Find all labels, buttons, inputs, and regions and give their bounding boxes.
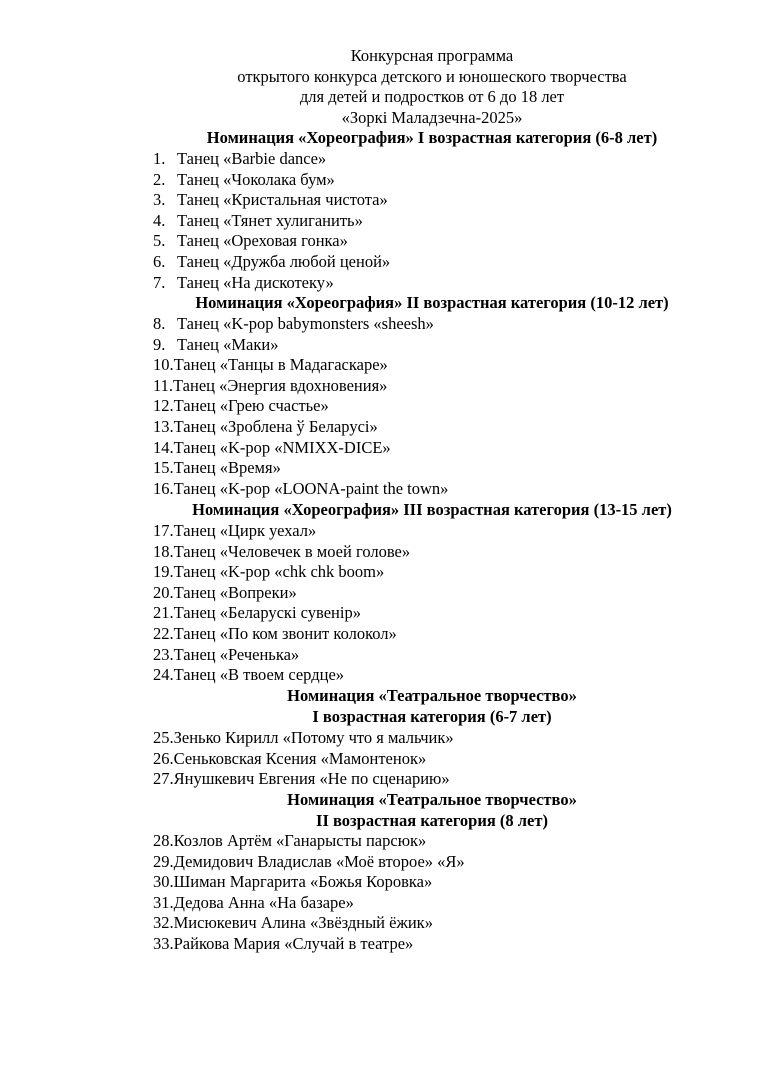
item-text: Танец «Маки» (177, 334, 279, 354)
list-item (153, 872, 465, 893)
item-text: Танец «Грею счастье» (173, 396, 329, 416)
document-header (0, 46, 764, 128)
list-item (153, 335, 448, 356)
item-text: Танец «Человечек в моей голове» (173, 541, 411, 561)
item-number: 10. (153, 355, 174, 375)
item-number: 25. (153, 728, 174, 747)
item-number: 27. (153, 769, 174, 789)
list-item (153, 603, 410, 624)
item-number: 22. (153, 623, 174, 643)
item-number: 9. (153, 334, 166, 354)
item-text: Танец «Время» (173, 458, 281, 478)
program-list (153, 831, 465, 955)
list-item (153, 542, 410, 563)
section-title: Номинация «Хореография» I возрастная категория (6-8 лет) (206, 128, 658, 147)
list-item (153, 769, 454, 790)
section-title: Номинация «Театральное творчество» (287, 790, 577, 809)
item-number: 14. (153, 437, 174, 457)
item-number: 20. (153, 582, 174, 602)
item-text: Танец «Энергия вдохновения» (173, 375, 388, 395)
item-number: 6. (153, 251, 166, 271)
item-number: 31. (153, 892, 174, 912)
header-title: Конкурсная программа (350, 46, 514, 65)
item-text: Танец «Тянет хулиганить» (177, 210, 363, 230)
section-title: Номинация «Театральное творчество» (287, 686, 577, 705)
header-age-range: для детей и подростков от 6 до 18 лет (299, 87, 565, 106)
item-text: Дедова Анна «На базаре» (173, 892, 354, 912)
item-text: Танец «Зроблена ў Беларусі» (173, 416, 378, 436)
item-text: Танец «Чоколака бум» (177, 169, 335, 189)
item-number: 18. (153, 541, 174, 561)
item-text: Шиман Маргарита «Божья Коровка» (173, 872, 433, 892)
list-item (153, 252, 390, 273)
item-text: Танец «В твоем сердце» (173, 665, 345, 685)
item-text: Танец «Цирк уехал» (173, 521, 317, 540)
item-number: 26. (153, 748, 174, 768)
list-item (153, 562, 410, 583)
item-text: Танец «По ком звонит колокол» (173, 623, 397, 643)
list-item (153, 190, 390, 211)
list-item (153, 438, 448, 459)
item-text: Танец «Ореховая гонка» (177, 231, 348, 251)
section-title: Номинация «Хореография» III возрастная категория (13-15 лет) (192, 500, 672, 519)
item-number: 32. (153, 913, 174, 933)
list-item (153, 583, 410, 604)
item-number: 33. (153, 933, 174, 953)
item-number: 30. (153, 872, 174, 892)
item-text: Танец «Barbie dance» (177, 149, 327, 168)
program-list (153, 314, 448, 499)
program-list (153, 728, 454, 790)
list-item (153, 231, 390, 252)
header-subtitle: открытого конкурса детского и юношеского творчества (237, 66, 627, 86)
list-item (153, 149, 390, 170)
item-text: Танец «На дискотеку» (177, 272, 334, 292)
item-text: Танец «K-pop «LOONA-paint the town» (173, 478, 449, 498)
list-item (153, 355, 448, 376)
list-item (153, 376, 448, 397)
list-item (153, 749, 454, 770)
list-item (153, 396, 448, 417)
section-subtitle: II возрастная категория (8 лет) (316, 811, 548, 830)
list-item (153, 728, 454, 749)
item-text: Танец «K-pop «NMIXX-DICE» (173, 437, 391, 457)
list-item (153, 913, 465, 934)
item-text: Демидович Владислав «Моё второе» «Я» (173, 851, 465, 871)
item-number: 15. (153, 458, 174, 478)
list-item (153, 211, 390, 232)
item-number: 24. (153, 665, 174, 685)
item-number: 2. (153, 169, 166, 189)
item-number: 29. (153, 851, 174, 871)
item-text: Райкова Мария «Случай в театре» (173, 933, 414, 953)
list-item (153, 273, 390, 294)
list-item (153, 665, 410, 686)
list-item (153, 170, 390, 191)
item-text: Танец «Кристальная чистота» (177, 190, 388, 210)
list-item (153, 831, 465, 852)
item-number: 4. (153, 210, 166, 230)
header-event-name: «Зоркі Маладзечна-2025» (341, 107, 523, 127)
item-text: Танец «Беларускі сувенір» (173, 603, 361, 623)
item-number: 28. (153, 831, 174, 850)
list-item (153, 458, 448, 479)
item-text: Танец «K-pop babymonsters «sheesh» (177, 314, 434, 333)
item-number: 1. (153, 149, 166, 168)
item-number: 11. (153, 375, 174, 395)
section-title: Номинация «Хореография» II возрастная категория (10-12 лет) (195, 293, 669, 312)
item-number: 21. (153, 603, 174, 623)
item-number: 17. (153, 521, 174, 540)
list-item (153, 521, 410, 542)
item-number: 5. (153, 231, 166, 251)
program-list (153, 149, 390, 293)
program-list (153, 521, 410, 686)
item-text: Танец «K-pop «chk chk boom» (173, 562, 385, 582)
item-number: 16. (153, 478, 174, 498)
item-text: Сеньковская Ксения «Мамонтенок» (173, 748, 427, 768)
item-text: Козлов Артём «Ганарысты парсюк» (173, 831, 427, 850)
list-item (153, 645, 410, 666)
section-subtitle: I возрастная категория (6-7 лет) (312, 707, 552, 726)
item-number: 8. (153, 314, 166, 333)
item-text: Янушкевич Евгения «Не по сценарию» (173, 769, 450, 789)
item-number: 7. (153, 272, 166, 292)
item-number: 3. (153, 190, 166, 210)
item-number: 19. (153, 562, 174, 582)
item-text: Танец «Вопреки» (173, 582, 297, 602)
item-text: Зенько Кирилл «Потому что я мальчик» (173, 728, 454, 747)
item-number: 23. (153, 644, 174, 664)
list-item (153, 893, 465, 914)
list-item (153, 314, 448, 335)
item-number: 13. (153, 416, 174, 436)
list-item (153, 479, 448, 500)
list-item (153, 852, 465, 873)
item-text: Танец «Танцы в Мадагаскаре» (173, 355, 388, 375)
item-text: Танец «Дружба любой ценой» (177, 251, 391, 271)
list-item (153, 624, 410, 645)
item-text: Танец «Реченька» (173, 644, 300, 664)
list-item (153, 934, 465, 955)
list-item (153, 417, 448, 438)
item-number: 12. (153, 396, 174, 416)
item-text: Мисюкевич Алина «Звёздный ёжик» (173, 913, 433, 933)
